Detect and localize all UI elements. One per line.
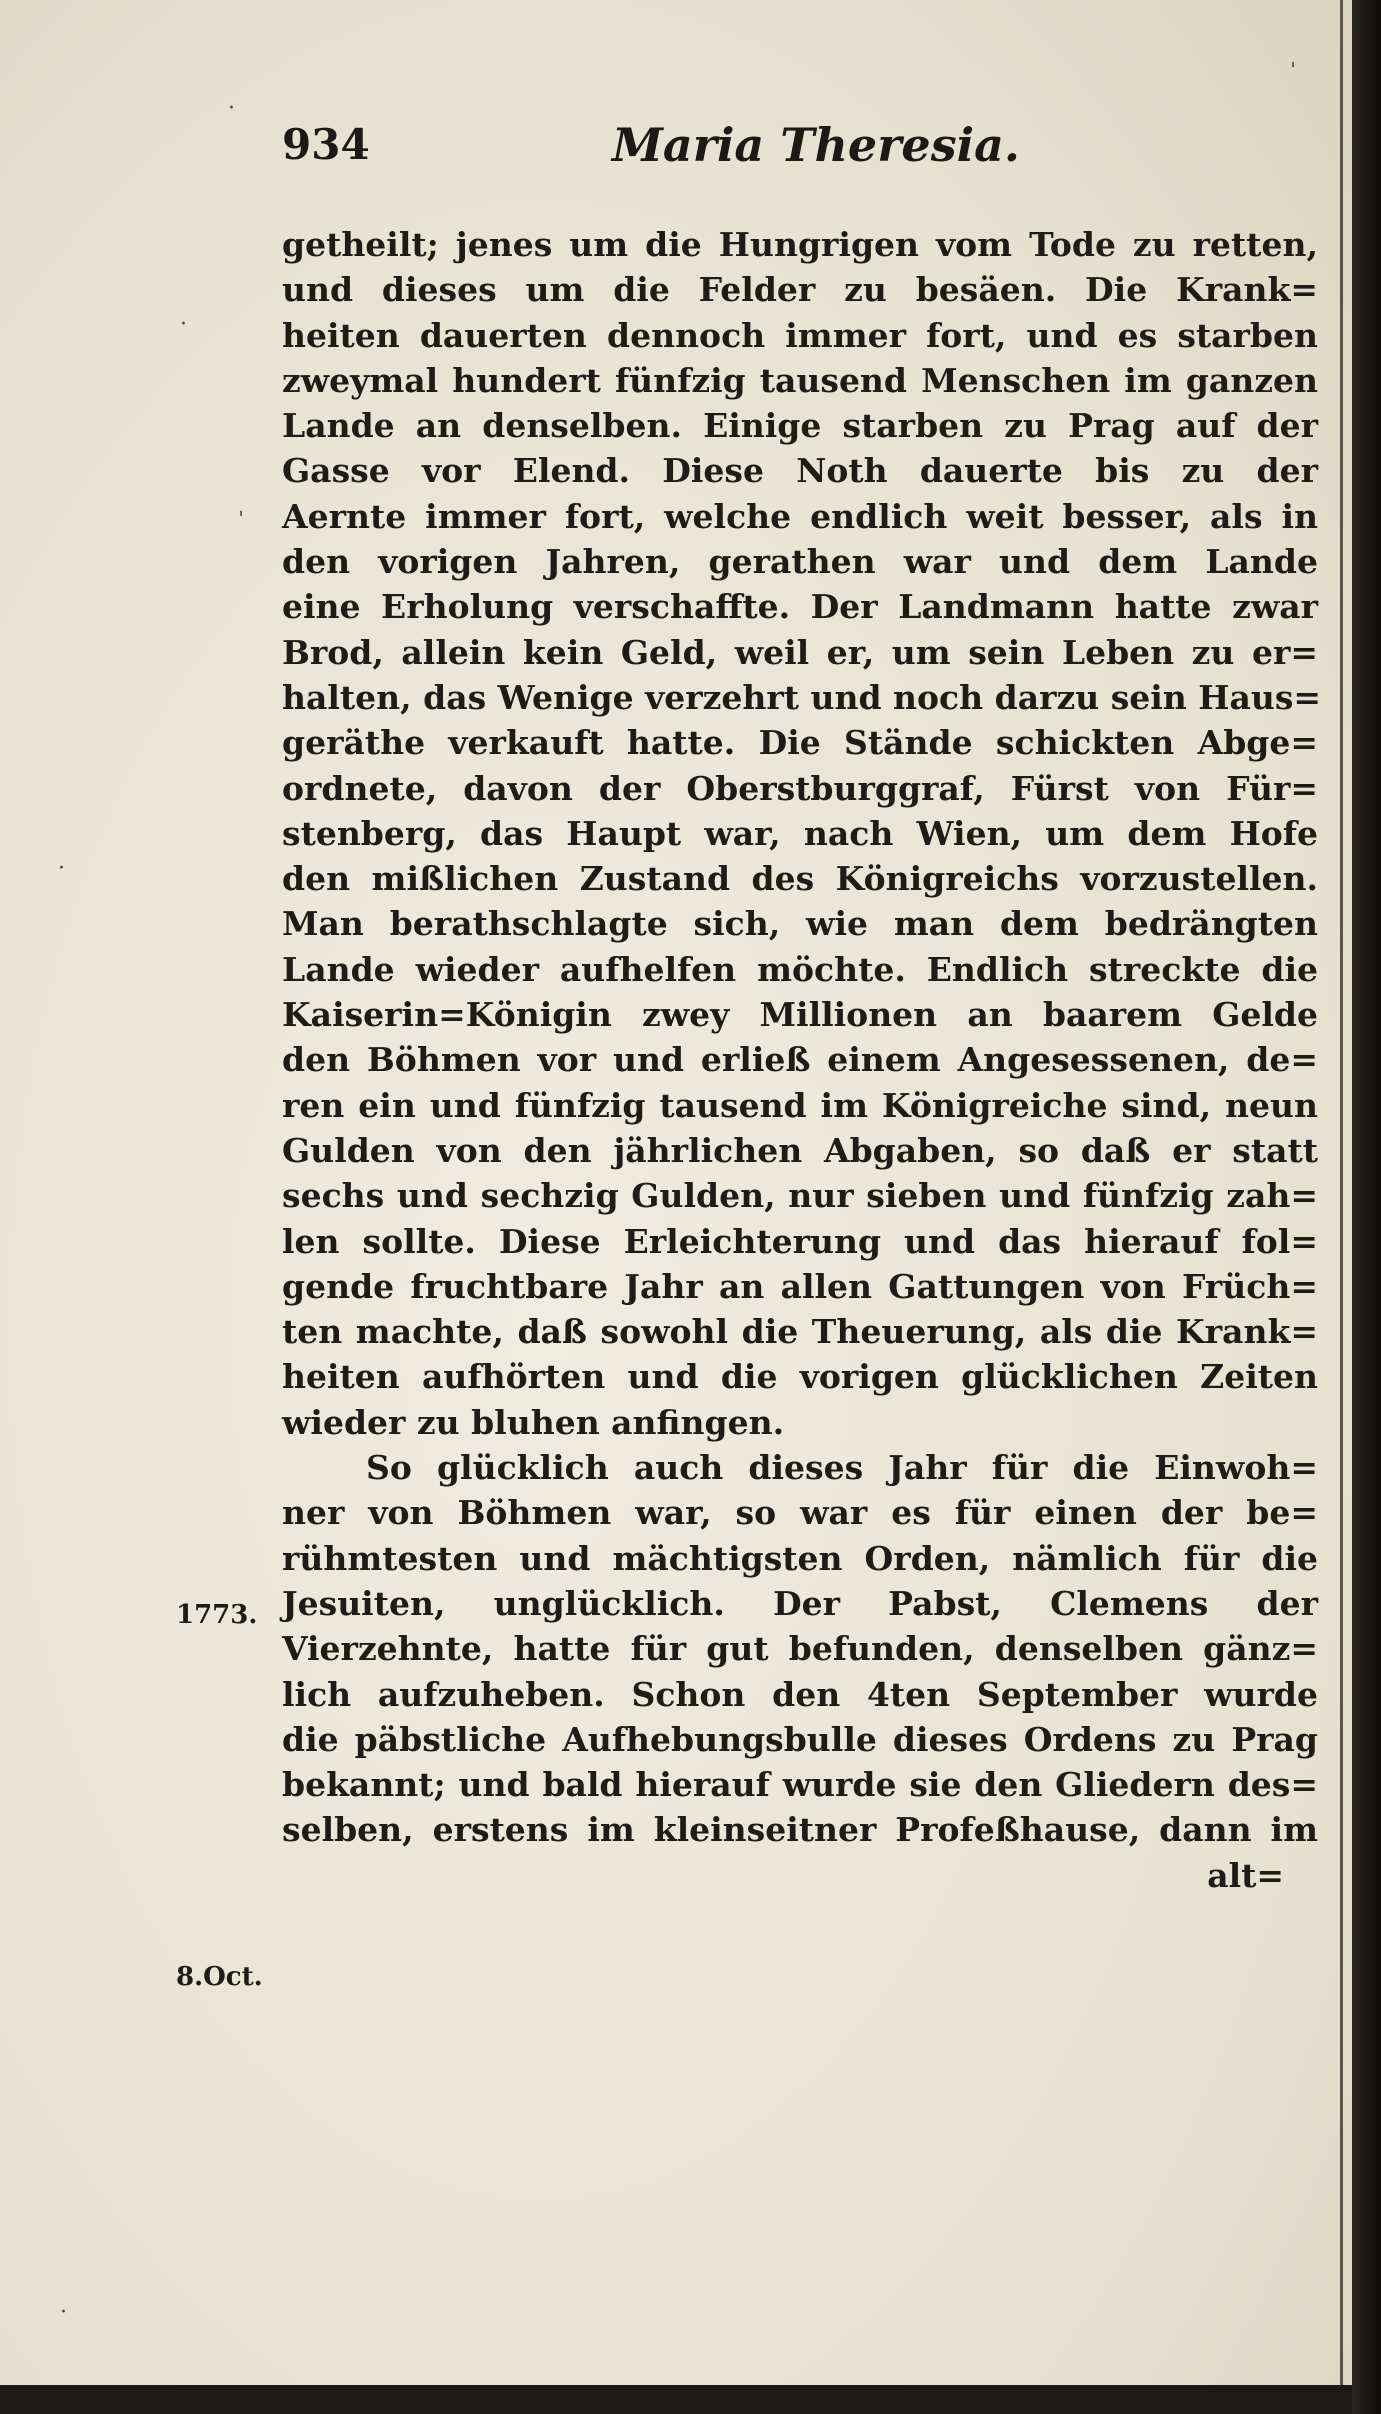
text-line: rühmtesten und mächtigsten Orden, nämlich für die [282, 1538, 1318, 1578]
text-line: selben, erstens im kleinseitner Profeßhause, dann im [282, 1810, 1318, 1850]
text-line: ten machte, daß sowohl die Theuerung, als die Krank= [282, 1312, 1318, 1352]
text-line: wieder zu bluhen anfingen. [282, 1402, 785, 1442]
text-line: Gasse vor Elend. Diese Noth dauerte bis zu der [282, 451, 1318, 491]
text-line: heiten aufhörten und die vorigen glücklichen Zeiten [282, 1357, 1318, 1397]
speck-mark: · [180, 312, 187, 337]
text-line: Man berathschlagte sich, wie man dem bedrängten [282, 904, 1318, 944]
text-line: den vorigen Jahren, gerathen war und dem Lande [282, 542, 1318, 582]
text-line: und dieses um die Felder zu besäen. Die Krank= [282, 270, 1318, 310]
text-line: die päbstliche Aufhebungsbulle dieses Ordens zu Prag [282, 1719, 1318, 1759]
text-line: Kaiserin=Königin zwey Millionen an baarem Gelde [282, 995, 1318, 1035]
speck-mark: ˌ [238, 494, 245, 519]
text-line: den mißlichen Zustand des Königreichs vorzustellen. [282, 859, 1318, 899]
text-line: Gulden von den jährlichen Abgaben, so daß er statt [282, 1130, 1318, 1170]
text-line: bekannt; und bald hierauf wurde sie den Gliedern des= [282, 1765, 1318, 1805]
text-line: Lande an denselben. Einige starben zu Prag auf der [282, 406, 1318, 446]
text-line: eine Erholung verschaffte. Der Landmann hatte zwar [282, 587, 1318, 627]
speck-mark: · [60, 2300, 67, 2325]
text-line: getheilt; jenes um die Hungrigen vom Tode zu retten, [282, 225, 1318, 264]
speck-mark: ˈ [1290, 60, 1297, 85]
text-line: geräthe verkauft hatte. Die Stände schickten Abge= [282, 723, 1318, 763]
text-line: gende fruchtbare Jahr an allen Gattungen von Früch= [282, 1266, 1318, 1306]
text-line: So glücklich auch dieses Jahr für die Einwoh= [366, 1448, 1318, 1488]
speck-mark: · [228, 96, 235, 121]
text-line: heiten dauerten dennoch immer fort, und es starben [282, 315, 1318, 355]
text-line: Lande wieder aufhelfen möchte. Endlich streckte die [282, 949, 1318, 989]
page-header [0, 118, 1352, 188]
page-number: 934 [282, 120, 370, 169]
text-line: Brod, allein kein Geld, weil er, um sein Leben zu er= [282, 632, 1318, 672]
margin-date-note: 8.Oct. [176, 1962, 263, 1992]
text-line: len sollte. Diese Erleichterung und das hierauf fol= [282, 1221, 1318, 1261]
scan-border-bottom [0, 2385, 1352, 2414]
body-text [282, 222, 1322, 1898]
text-line: halten, das Wenige verzehrt und noch darzu sein Haus= [282, 677, 1322, 717]
running-title: Maria Theresia. [612, 118, 1020, 172]
text-line: ordnete, davon der Oberstburggraf, Fürst von Für= [282, 768, 1318, 808]
text-line: Aernte immer fort, welche endlich weit besser, als in [282, 496, 1318, 536]
text-line: zweymal hundert fünfzig tausend Menschen im ganzen [282, 360, 1318, 400]
text-line: sechs und sechzig Gulden, nur sieben und fünfzig zah= [282, 1176, 1318, 1216]
text-line: ner von Böhmen war, so war es für einen der be= [282, 1493, 1318, 1533]
margin-year-note: 1773. [176, 1600, 258, 1630]
text-line: stenberg, das Haupt war, nach Wien, um dem Hofe [282, 813, 1318, 853]
catchword: alt= [1207, 1855, 1284, 1895]
text-line: den Böhmen vor und erließ einem Angesessenen, de= [282, 1040, 1318, 1080]
text-line: lich aufzuheben. Schon den 4ten September wurde [282, 1674, 1318, 1714]
text-line: Jesuiten, unglücklich. Der Pabst, Clemens der [282, 1583, 1318, 1623]
text-line: Vierzehnte, hatte für gut befunden, denselben gänz= [282, 1629, 1318, 1669]
speck-mark: · [58, 856, 65, 881]
scan-border-right [1352, 0, 1381, 2414]
page-edge-line [1340, 0, 1343, 2414]
text-line: ren ein und fünfzig tausend im Königreiche sind, neun [282, 1085, 1318, 1125]
